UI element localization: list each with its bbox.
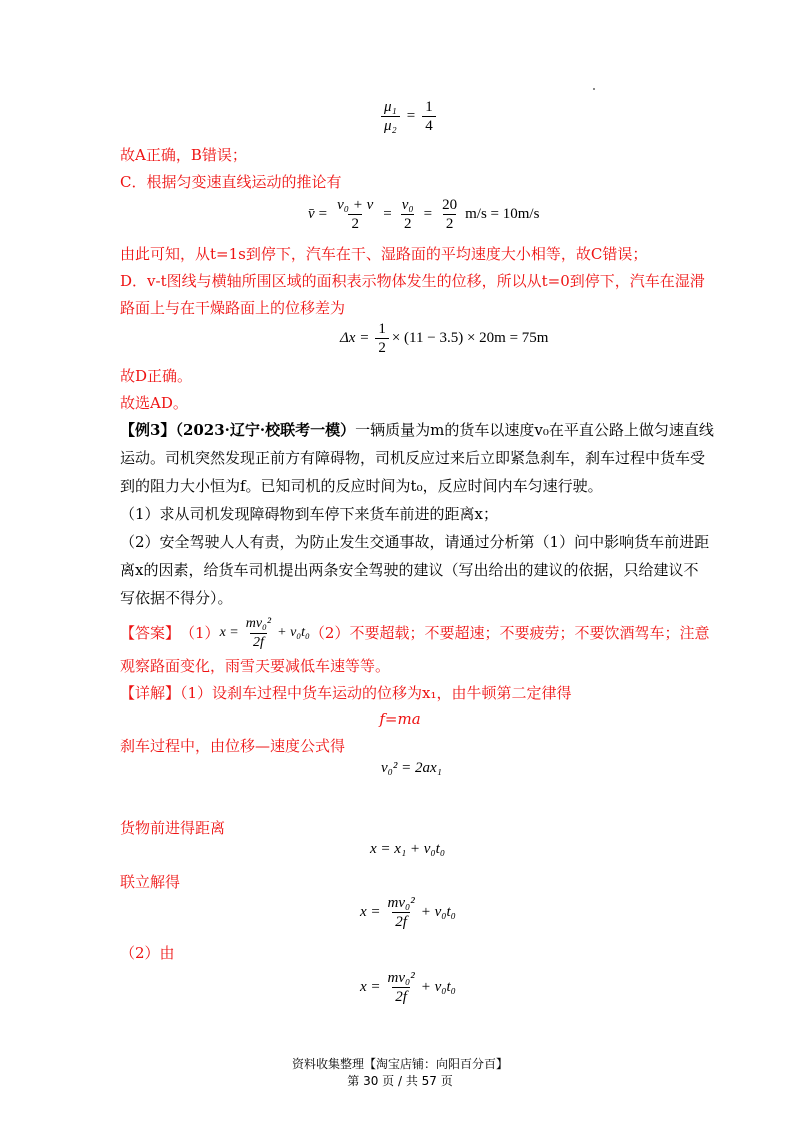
text-line: D．v-t图线与横轴所围区域的面积表示物体发生的位移，所以从t=0到停下，汽车在湿滑: [120, 272, 705, 290]
fraction-denominator: 2: [348, 214, 362, 233]
text-line: 故D正确。: [120, 367, 193, 385]
text-line: （2）由: [120, 944, 175, 962]
fraction-numerator: mv₀²: [387, 970, 415, 986]
equation-lhs: x =: [360, 904, 381, 920]
fraction-denominator: 2f: [250, 633, 267, 652]
mu-rhs-denominator: 4: [422, 116, 436, 135]
text-line: 刹车过程中，由位移—速度公式得: [120, 737, 346, 755]
fraction-numerator: v₀: [401, 197, 414, 213]
equation-result-repeat: [360, 969, 456, 1006]
equation-velocity-displacement: v₀² = 2ax₁: [381, 760, 442, 776]
mu-numerator: μ₁: [384, 99, 397, 115]
equation-newton: f=ma: [379, 710, 421, 728]
fraction-numerator: mv₀²: [245, 615, 272, 631]
equation-lhs: x =: [219, 625, 239, 640]
equation-tail: + v₀t₀: [420, 904, 456, 920]
fraction-numerator: v₀ + v: [337, 197, 374, 213]
scan-speck: [593, 88, 595, 90]
text-line: 故选AD。: [120, 394, 188, 412]
detail-line: [120, 683, 680, 703]
answer-formula: [220, 615, 310, 652]
example-3-heading: [120, 420, 714, 440]
fraction-denominator: 2f: [392, 912, 410, 931]
text-line: 货物前进得距离: [120, 819, 226, 837]
example-source: （2023·辽宁·校联考一模）: [175, 421, 356, 439]
text-line: 联立解得: [120, 873, 181, 891]
text-line: 离x的因素，给货车司机提出两条安全驾驶的建议（写出给出的建议的依据，只给建议不: [120, 561, 699, 579]
equation-total-distance: x = x₁ + v₀t₀: [370, 841, 446, 857]
fraction-denominator: 2: [443, 214, 457, 233]
fraction-denominator: 2f: [392, 987, 410, 1006]
equation-lhs: Δx =: [340, 330, 370, 346]
text-line: 运动。司机突然发现正前方有障碍物，司机反应过来后立即紧急刹车，刹车过程中货车受: [120, 449, 706, 467]
text-line: 一辆质量为m的货车以速度v₀在平直公路上做匀速直线: [355, 421, 714, 439]
question-1: （1）求从司机发现障碍物到车停下来货车前进的距离x；: [120, 505, 499, 523]
detail-tag: 【详解】: [120, 684, 181, 702]
mu-rhs-numerator: 1: [425, 99, 433, 115]
answer-part-1-label: （1）: [180, 624, 220, 642]
question-2: （2）安全驾驶人人有责，为防止发生交通事故，请通过分析第（1）问中影响货车前进距: [120, 533, 710, 551]
fraction-denominator: 2: [401, 214, 415, 233]
equation-mu-ratio: $\frac{\text{μ₁}}{\text{μ₂}}$ = $\frac{1}{4}$: [378, 98, 439, 135]
answer-part-2: （2）不要超载；不要超速；不要疲劳；不要饮酒驾车；注意: [309, 624, 710, 642]
text-line: 观察路面变化，雨雪天要减低车速等等。: [120, 657, 391, 675]
equation-tail: + v₀t₀: [277, 625, 310, 640]
footer-source: 资料收集整理【淘宝店铺：向阳百分百】: [291, 1057, 508, 1071]
equation-tail: + v₀t₀: [420, 979, 456, 995]
text-line: 到的阻力大小恒为f。已知司机的反应时间为t₀，反应时间内车匀速行驶。: [120, 477, 603, 495]
equation-displacement-difference: [340, 320, 548, 357]
equation-lhs: x =: [360, 979, 381, 995]
text-line: 写依据不得分）。: [120, 589, 233, 607]
fraction-numerator: 20: [442, 197, 458, 213]
text-line: C．根据匀变速直线运动的推论有: [120, 173, 342, 191]
fraction-numerator: mv₀²: [387, 895, 415, 911]
text-line: （1）设刹车过程中货车运动的位移为x₁，由牛顿第二定律得: [180, 684, 572, 702]
equation-tail: × (11 − 3.5) × 20m = 75m: [391, 330, 549, 346]
example-tag: 【例3】: [120, 421, 176, 439]
text-line: 路面上与在干燥路面上的位移差为: [120, 299, 346, 317]
vbar-symbol: v̄: [308, 206, 315, 222]
text-line: 故A正确，B错误；: [120, 146, 247, 164]
text-line: 由此可知，从t=1s到停下，汽车在干、湿路面的平均速度大小相等，故C错误；: [120, 245, 648, 263]
mu-denominator: μ₂: [381, 116, 400, 135]
equation-tail: m/s = 10m/s: [465, 206, 540, 222]
equation-result: [360, 894, 456, 931]
answer-line: [120, 615, 710, 650]
equation-average-velocity: v̄ = $\frac{\text{v₀ + v}}{2}$ = $\frac{\text{v₀}}{2}$ = $\frac{20}{2}$ m/s = 10m/s: [308, 197, 540, 232]
footer-page-number: 第 30 页 / 共 57 页: [347, 1074, 453, 1088]
fraction-numerator: 1: [378, 321, 386, 337]
answer-tag: 【答案】: [120, 624, 181, 642]
fraction-denominator: 2: [375, 338, 389, 357]
